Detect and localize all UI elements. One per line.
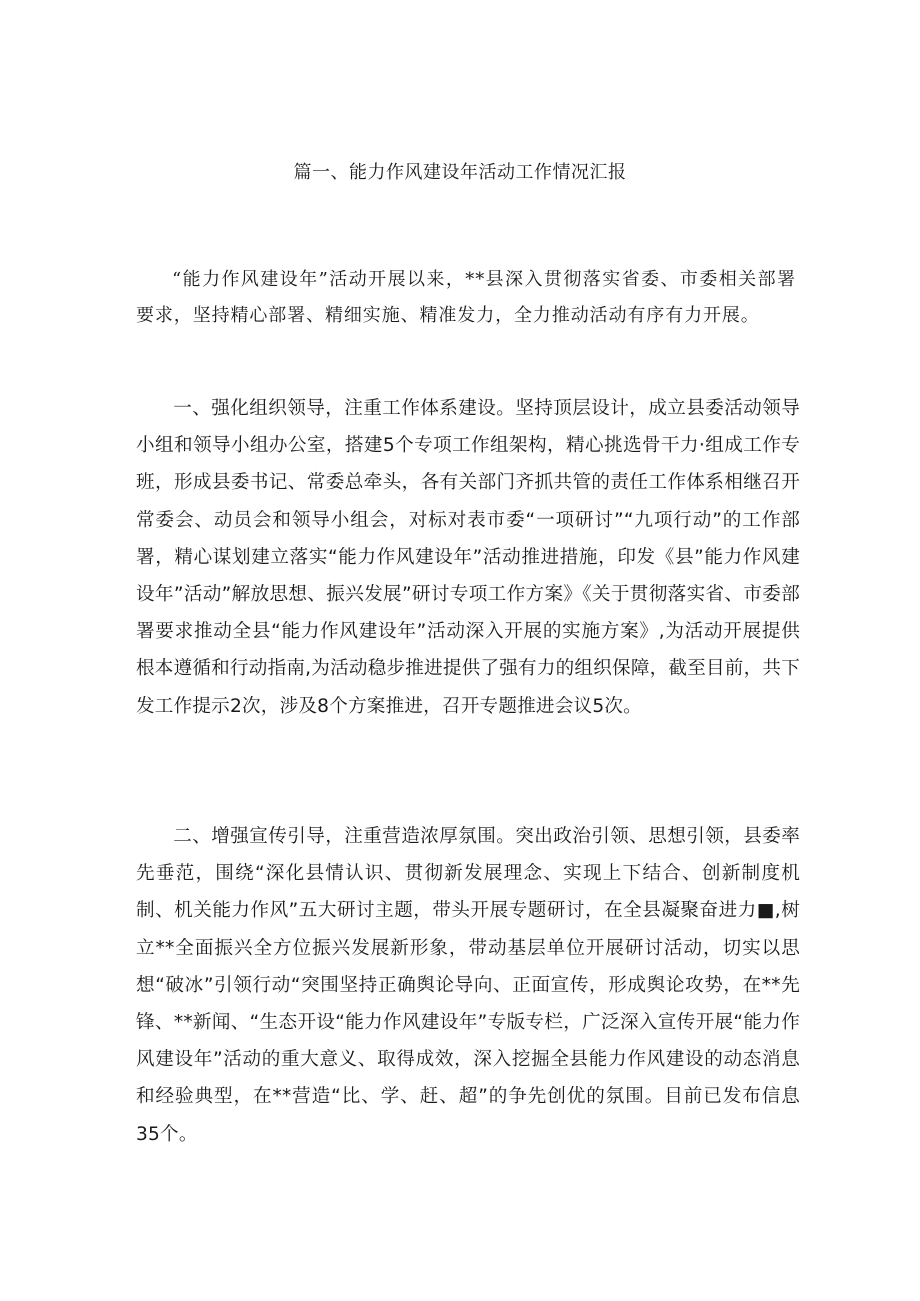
- intro-paragraph: “能力作风建设年”活动开展以来，**县深入贯彻落实省委、市委相关部署要求，坚持精心部署、精细实施、精准发力，全力推动活动有序有力开展。: [136, 269, 796, 326]
- section-paragraph-publicity: 二、增强宣传引导，注重营造浓厚氛围。突出政治引领、思想引领，县委率先垂范，围绕“深化县情认识、贯彻新发展理念、实现上下结合、创新制度机制、机关能力作风”五大研讨主题，带头开展专题研讨，在全县凝聚奋进力■,树立**全面振兴全方位振兴发展新形象，带动基层单位开展研讨活动，切实以思想“破冰”引领行动“突围坚持正确舆论导向、正面宣传，形成舆论攻势，在**先锋、**新闻、“生态开设“能力作风建设年”专版专栏，广泛深入宣传开展“能力作风建设年”活动的重大意义、取得成效，深入挖掘全县能力作风建设的动态消息和经验典型，在**营造“比、学、赶、超”的争先创优的氛围。目前已发布信息35个。: [136, 826, 800, 1145]
- section-paragraph-organization: 一、强化组织领导，注重工作体系建设。坚持顶层设计，成立县委活动领导小组和领导小组办公室，搭建5个专项工作组架构，精心挑选骨干力·组成工作专班，形成县委书记、常委总牵头，各有关部门齐抓共管的责任工作体系相继召开常委会、动员会和领导小组会，对标对表市委“一项研讨”“九项行动”的工作部署，精心谋划建立落实“能力作风建设年”活动推进措施，印发《县”能力作风建设年”活动”解放思想、振兴发展”研讨专项工作方案》《关于贯彻落实省、市委部署要求推动全县“能力作风建设年”活动深入开展的实施方案》,为活动开展提供根本遵循和行动指南,为活动稳步推进提供了强有力的组织保障，截至目前，共下发工作提示2次，涉及8个方案推进，召开专题推进会议5次。: [136, 398, 800, 717]
- document-title: 篇一、能力作风建设年活动工作情况汇报: [293, 162, 627, 183]
